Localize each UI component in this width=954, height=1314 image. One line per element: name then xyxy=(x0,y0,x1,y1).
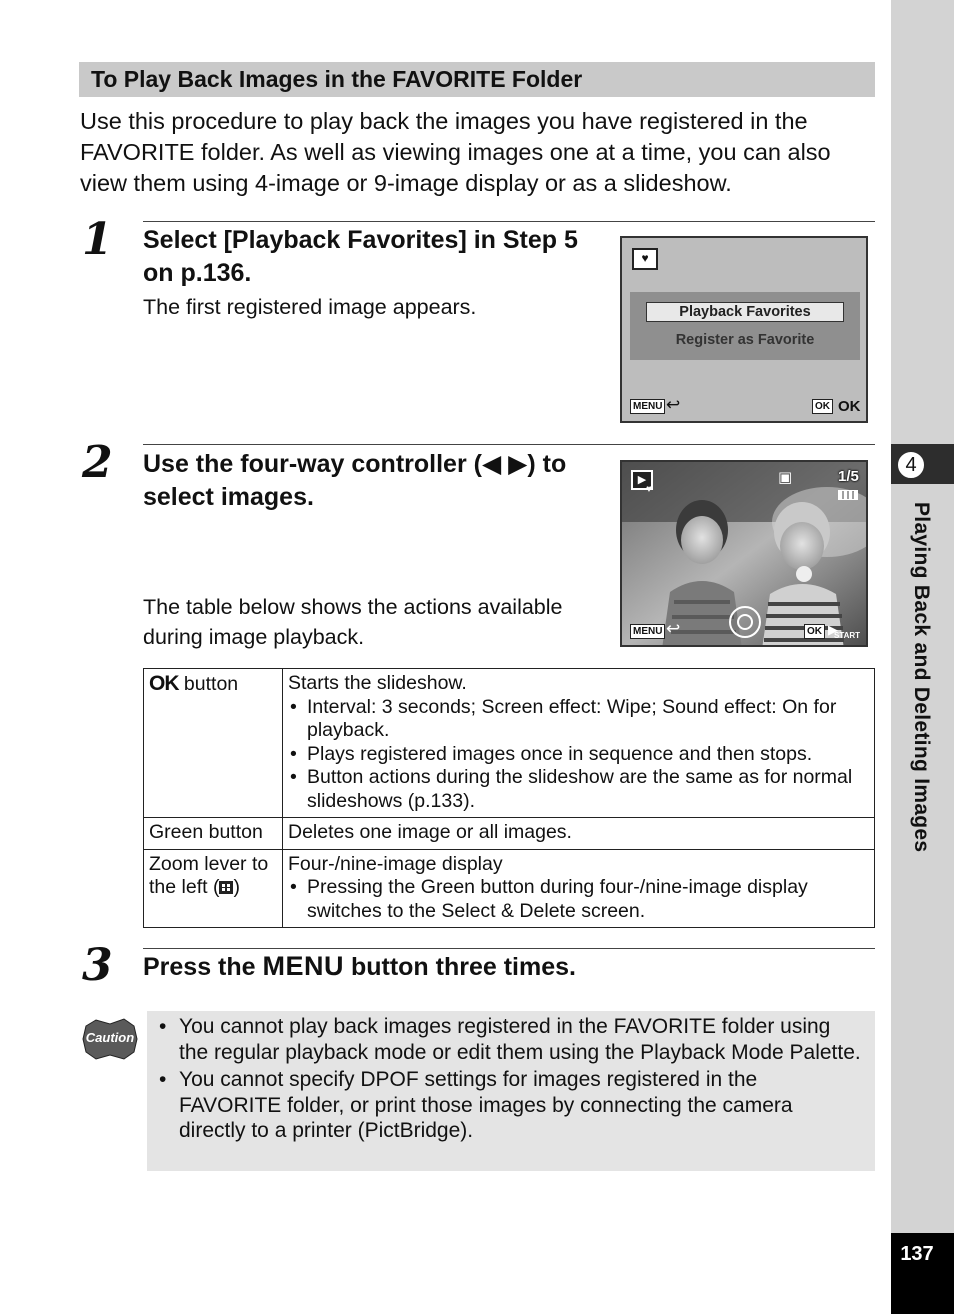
list-item: • You cannot specify DPOF settings for images registered in the FAVORITE folder, or print those images by connecting the camera directly to a printer (PictBridge). xyxy=(159,1067,861,1144)
list-item: • Pressing the Green button during four-/nine-image display switches to the Select & Delete screen. xyxy=(288,876,869,923)
step-1-title: Select [Playback Favorites] in Step 5 on p.136. xyxy=(143,226,578,287)
menu-tag: MENU xyxy=(630,399,665,414)
thumbnail-grid-icon xyxy=(219,881,233,894)
list-item: • Interval: 3 seconds; Screen effect: Wipe; Sound effect: On for playback. xyxy=(288,696,869,743)
section-title: To Play Back Images in the FAVORITE Folder xyxy=(91,66,583,92)
menu-button-label: MENU xyxy=(262,951,345,981)
favorite-heart-icon: ♥ xyxy=(646,484,652,495)
menu-item-playback-favorites: Playback Favorites xyxy=(646,302,844,322)
menu-panel xyxy=(630,292,860,360)
table-cell-desc: Starts the slideshow. • Interval: 3 seconds; Screen effect: Wipe; Sound effect: On for playback. • Plays registered images once in sequence and then stops. • Button actions during the slideshow are the same as for normal slideshows (p.133). xyxy=(283,669,875,818)
menu-item-register-favorite: Register as Favorite xyxy=(675,332,815,348)
list-item: • Button actions during the slideshow are the same as for normal slideshows (p.133). xyxy=(288,766,869,813)
page-number-box xyxy=(891,1233,954,1314)
step-2-rule xyxy=(143,444,875,445)
step-2-title: Use the four-way controller (◀ ▶) to select images. xyxy=(143,450,567,511)
battery-icon xyxy=(838,490,858,500)
playback-mode-icon: ▶ xyxy=(631,470,653,490)
page-number: 137 xyxy=(900,1243,934,1265)
back-arrow-icon: ↩ xyxy=(666,395,681,414)
left-right-arrows-icon: ◀ ▶ xyxy=(481,450,528,478)
step-3-title: Press the MENU button three times. xyxy=(143,951,576,981)
start-label: START xyxy=(834,631,861,640)
step-3-rule xyxy=(143,948,875,949)
caution-icon: Caution xyxy=(82,1018,138,1060)
table-cell-desc: Four-/nine-image display • Pressing the Green button during four-/nine-image display switches to the Select & Delete screen. xyxy=(283,849,875,928)
favorite-folder-icon: ♥ xyxy=(632,248,658,270)
menu-tag: MENU xyxy=(630,624,665,639)
table-row xyxy=(144,849,875,928)
playback-actions-table xyxy=(143,668,875,928)
step-2-number: 2 xyxy=(82,437,113,488)
table-row xyxy=(144,669,875,818)
ok-tag: OK xyxy=(804,624,825,639)
ok-label: OK xyxy=(838,398,861,415)
step-1-rule xyxy=(143,221,875,222)
table-row xyxy=(144,818,875,850)
step-1-number: 1 xyxy=(82,214,113,265)
table-cell-desc: Deletes one image or all images. xyxy=(283,818,875,850)
ok-button-icon: OK xyxy=(149,672,179,695)
slideshow-play-icon: ▶ xyxy=(828,622,838,637)
chapter-title: Playing Back and Deleting Images xyxy=(910,502,933,853)
camera-playback-screen xyxy=(620,460,868,647)
table-cell-key: OK button xyxy=(144,669,283,818)
table-cell-key: Green button xyxy=(144,818,283,850)
step-2-text: The table below shows the actions available during image playback. xyxy=(143,595,563,649)
ok-tag: OK xyxy=(812,399,833,414)
intro-paragraph: Use this procedure to play back the images you have registered in the FAVORITE folder. As well as viewing images one at a time, you can also view them using 4-image or 9-image display or as a slideshow. xyxy=(80,108,831,196)
back-arrow-icon: ↩ xyxy=(666,619,681,638)
section-header xyxy=(79,62,875,97)
list-item: • You cannot play back images registered in the FAVORITE folder using the regular playback mode or edit them using the Playback Mode Palette. xyxy=(159,1014,861,1065)
image-counter: 1/5 xyxy=(838,468,859,485)
children-photo xyxy=(622,462,868,647)
table-cell-key: Zoom lever to the left ( ) xyxy=(144,849,283,928)
camera-menu-screen xyxy=(620,236,868,423)
caution-box xyxy=(147,1011,875,1171)
step-1-text: The first registered image appears. xyxy=(143,295,477,319)
step-3-number: 3 xyxy=(82,940,113,991)
chapter-number: 4 xyxy=(896,450,926,480)
protect-icon: ▣ xyxy=(778,469,793,486)
list-item: • Plays registered images once in sequence and then stops. xyxy=(288,743,869,767)
